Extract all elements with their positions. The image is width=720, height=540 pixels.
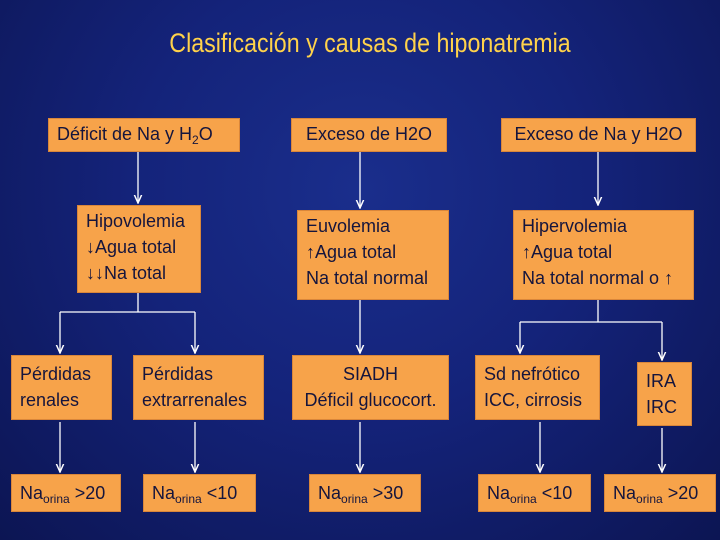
siadh-line-2: Déficil glucocort. <box>304 390 437 410</box>
extrarrenales-line-2: extrarrenales <box>142 390 248 410</box>
hipervolemia-line-3: Na total normal o ↑ <box>522 268 674 288</box>
euvolemia-line-1: Euvolemia <box>306 216 391 236</box>
ira-line-1: IRA <box>646 371 677 391</box>
box-siadh <box>292 355 449 420</box>
box-ira-irc <box>637 362 692 426</box>
deficit-subscript: 2 <box>192 133 199 147</box>
box-na-orina-ira <box>604 474 716 512</box>
extrarrenales-line-1: Pérdidas <box>142 364 214 384</box>
na-label: Na <box>152 483 176 503</box>
ira-line-2: IRC <box>646 397 677 417</box>
hipervolemia-line-1: Hipervolemia <box>522 216 628 236</box>
hipervolemia-line-2: ↑Agua total <box>522 242 613 262</box>
renales-line-2: renales <box>20 390 80 410</box>
hipovolemia-line-3: ↓↓Na total <box>86 263 167 283</box>
box-hipovolemia <box>77 205 201 293</box>
na-value-nefrotico: <10 <box>541 483 573 503</box>
box-na-orina-nefrotico <box>478 474 591 512</box>
exceso-h2o-text: Exceso de H2O <box>305 124 433 144</box>
na-label: Na <box>613 483 637 503</box>
orina-label: orina <box>636 492 663 506</box>
na-value-ira: >20 <box>667 483 699 503</box>
na-value-siadh: >30 <box>372 483 404 503</box>
box-perdidas-renales <box>11 355 112 420</box>
siadh-line-1: SIADH <box>342 364 398 384</box>
box-deficit-na-h2o <box>48 118 240 152</box>
box-euvolemia <box>297 210 449 300</box>
renales-line-1: Pérdidas <box>20 364 92 384</box>
box-na-orina-renales <box>11 474 121 512</box>
na-label: Na <box>20 483 44 503</box>
page-title: Clasificación y causas de hiponatremia <box>169 28 571 58</box>
na-label: Na <box>487 483 511 503</box>
euvolemia-line-2: ↑Agua total <box>306 242 397 262</box>
orina-label: orina <box>341 492 368 506</box>
hipovolemia-line-1: Hipovolemia <box>86 211 186 231</box>
nefrotico-line-2: ICC, cirrosis <box>484 390 582 410</box>
exceso-na-h2o-text: Exceso de Na y H2O <box>514 124 683 144</box>
box-sd-nefrotico <box>475 355 600 420</box>
deficit-text: Déficit de Na y H <box>57 124 193 144</box>
na-value-extrarrenales: <10 <box>206 483 238 503</box>
orina-label: orina <box>43 492 70 506</box>
na-label: Na <box>318 483 342 503</box>
orina-label: orina <box>510 492 537 506</box>
box-exceso-na-h2o <box>501 118 696 152</box>
deficit-after: O <box>198 124 213 144</box>
hipovolemia-line-2: ↓Agua total <box>86 237 177 257</box>
box-hipervolemia <box>513 210 694 300</box>
box-na-orina-siadh <box>309 474 421 512</box>
box-perdidas-extrarrenales <box>133 355 264 420</box>
box-exceso-h2o <box>291 118 447 152</box>
euvolemia-line-3: Na total normal <box>306 268 429 288</box>
orina-label: orina <box>175 492 202 506</box>
box-na-orina-extrarrenales <box>143 474 256 512</box>
na-value-renales: >20 <box>74 483 106 503</box>
nefrotico-line-1: Sd nefrótico <box>484 364 581 384</box>
